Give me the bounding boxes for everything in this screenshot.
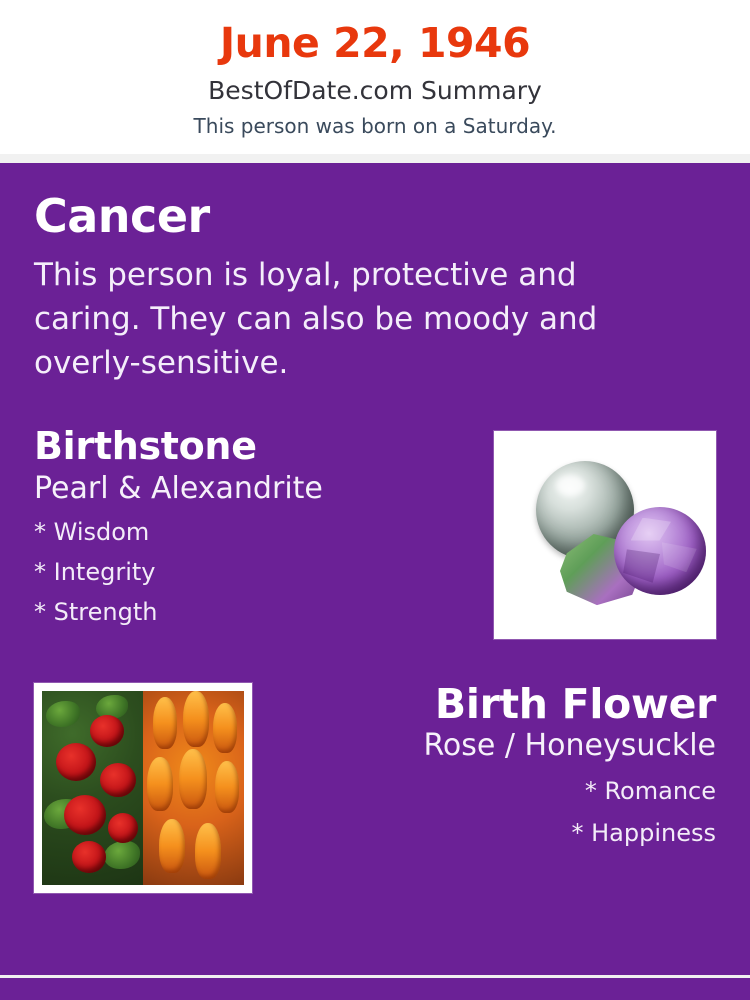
bottom-strip	[0, 978, 750, 1000]
birth-flower-photo-rose-honeysuckle	[42, 691, 244, 885]
zodiac-sign-title: Cancer	[34, 189, 210, 244]
birth-date-title: June 22, 1946	[219, 19, 531, 67]
header-divider	[0, 154, 750, 163]
birthstone-trait: * Strength	[34, 597, 158, 626]
honeysuckle-bloom-icon	[195, 823, 221, 879]
birthstone-section	[34, 424, 716, 639]
details-panel	[0, 163, 750, 975]
honeysuckle-bloom-icon	[179, 749, 207, 809]
birthstone-trait: * Wisdom	[34, 517, 150, 546]
honeysuckle-photo-half	[143, 691, 244, 885]
rose-icon	[72, 841, 106, 873]
birth-flower-names: Rose / Honeysuckle	[423, 728, 716, 764]
rose-icon	[56, 743, 96, 781]
birthstone-text	[34, 424, 494, 626]
rose-icon	[90, 715, 124, 747]
birthstone-trait: * Integrity	[34, 557, 156, 586]
birthstone-title: Birthstone	[34, 424, 257, 469]
header	[0, 0, 750, 154]
honeysuckle-bloom-icon	[215, 761, 239, 813]
rose-photo-half	[42, 691, 143, 885]
birth-flower-trait: * Happiness	[571, 819, 716, 848]
birth-flower-photo-frame	[34, 683, 252, 893]
birthstone-photo-frame	[494, 431, 716, 639]
zodiac-description: This person is loyal, protective and caring. They can also be moody and overly-sensitive.	[34, 257, 598, 382]
leaf-icon	[46, 701, 80, 727]
honeysuckle-bloom-icon	[183, 691, 209, 747]
birth-flower-section	[34, 680, 716, 893]
rose-icon	[108, 813, 138, 843]
birthstone-photo-pearl-alexandrite	[502, 439, 708, 631]
birth-flower-title: Birth Flower	[434, 680, 716, 729]
birthstone-names: Pearl & Alexandrite	[34, 470, 323, 506]
site-summary-label: BestOfDate.com Summary	[208, 76, 542, 106]
alexandrite-faceted-gem-icon	[614, 507, 706, 595]
birth-flower-trait: * Romance	[584, 777, 716, 806]
birth-flower-text	[252, 680, 716, 848]
leaf-icon	[104, 841, 140, 869]
honeysuckle-bloom-icon	[147, 757, 173, 811]
honeysuckle-bloom-icon	[153, 697, 177, 749]
honeysuckle-bloom-icon	[213, 703, 237, 753]
honeysuckle-bloom-icon	[159, 819, 185, 873]
weekday-statement: This person was born on a Saturday.	[193, 114, 557, 139]
rose-icon	[64, 795, 106, 835]
rose-icon	[100, 763, 136, 797]
